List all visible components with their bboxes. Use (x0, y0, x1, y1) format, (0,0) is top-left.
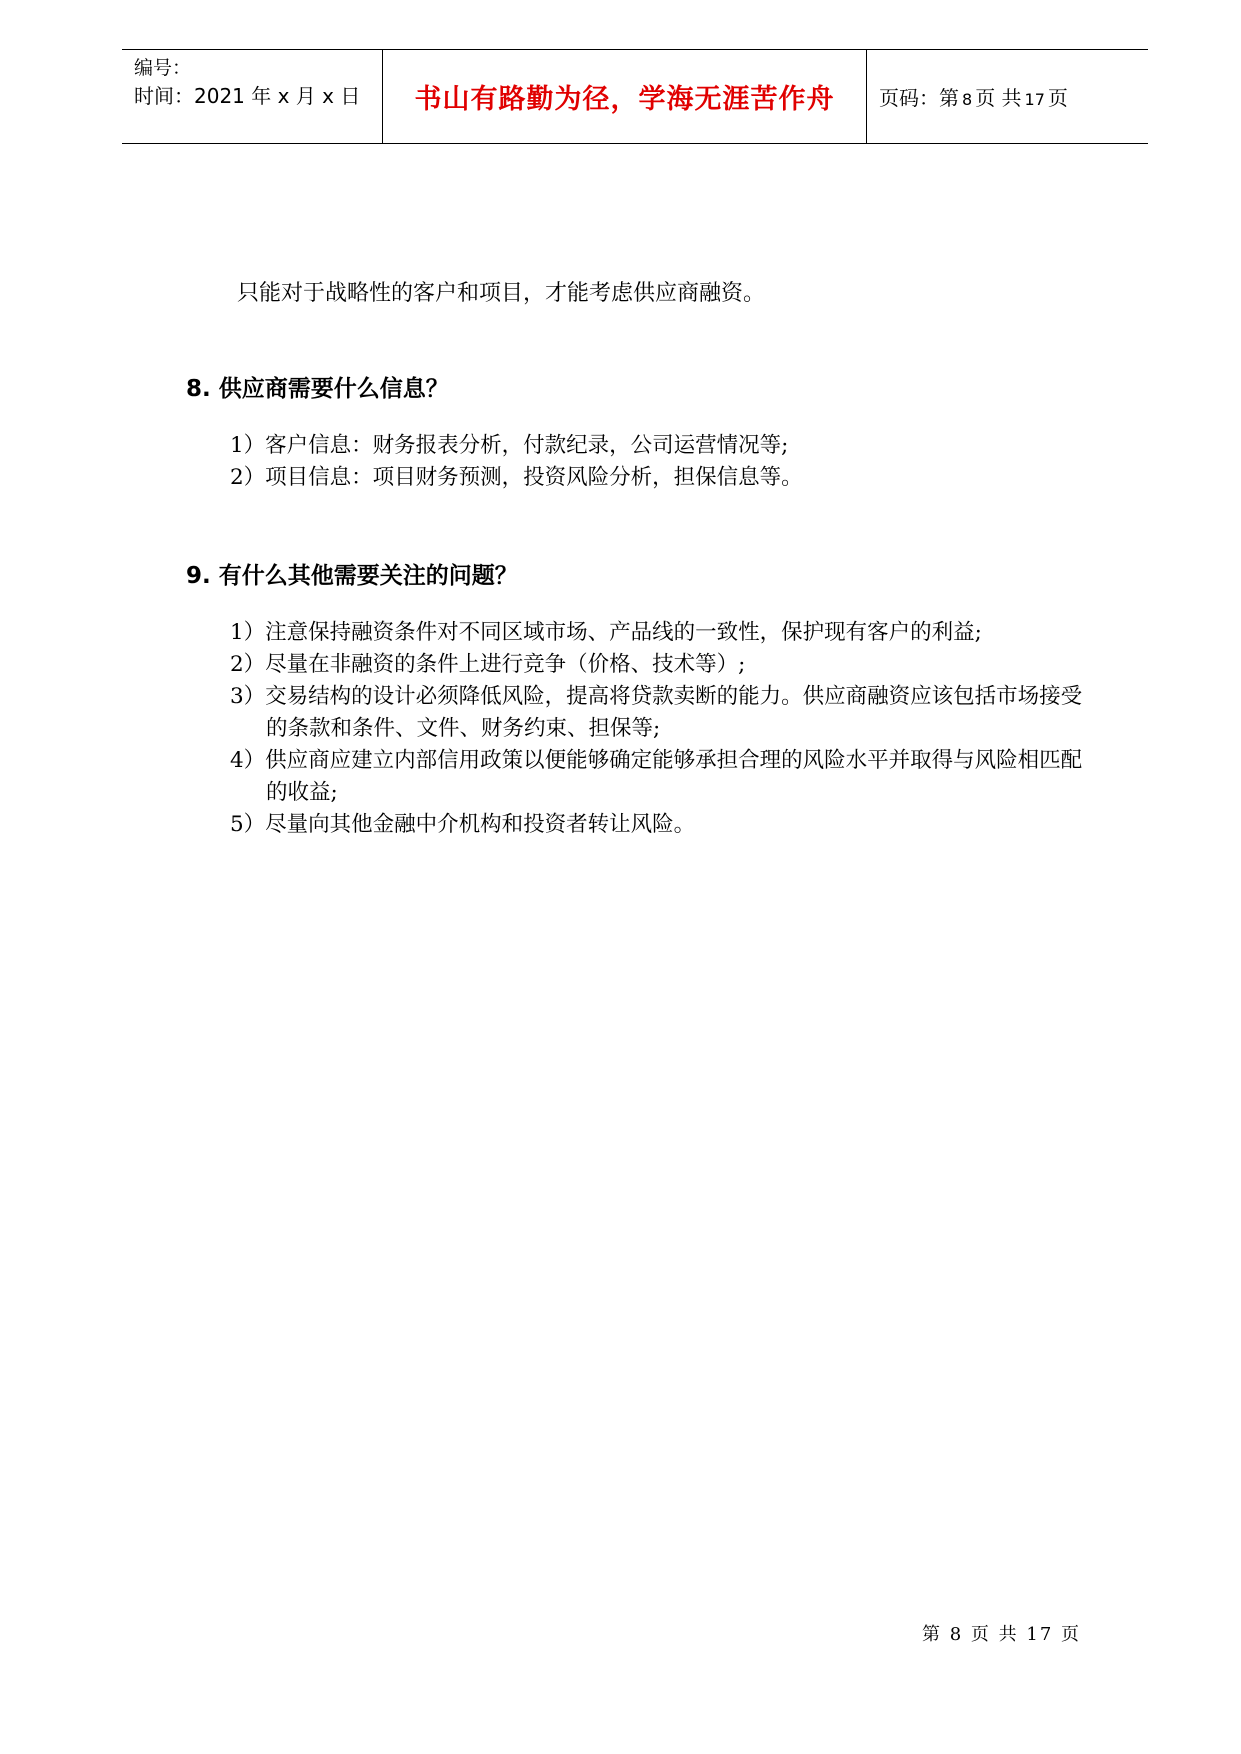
page-prefix: 页码：第 (879, 86, 959, 110)
list-item: 5）尽量向其他金融中介机构和投资者转让风险。 (230, 812, 696, 837)
page-footer: 第 8 页 共 17 页 (922, 1624, 1081, 1645)
page-mid: 页 共 (975, 86, 1022, 110)
intro-paragraph: 只能对于战略性的客户和项目，才能考虑供应商融资。 (237, 281, 766, 306)
list-item: 4）供应商应建立内部信用政策以便能够确定能够承担合理的风险水平并取得与风险相匹配的收益; (230, 748, 1083, 805)
list-item: 1）注意保持融资条件对不同区域市场、产品线的一致性，保护现有客户的利益; (230, 620, 982, 645)
motto-text: 书山有路勤为径，学海无涯苦作舟 (414, 84, 835, 115)
section-8-list (230, 430, 1090, 494)
header-page-cell (867, 50, 1148, 143)
page-suffix: 页 (1047, 86, 1068, 110)
section-9-heading: 9. 有什么其他需要关注的问题？ (186, 563, 518, 589)
header-motto-cell (383, 50, 867, 143)
section-9-list (230, 617, 1090, 841)
document-time-label: 时间：2021 年 x 月 x 日 (134, 84, 361, 108)
list-item: 2）项目信息：项目财务预测，投资风险分析，担保信息等。 (230, 465, 803, 490)
page-header (122, 49, 1148, 144)
page-total: 17 (1024, 90, 1045, 109)
list-item: 1）客户信息：财务报表分析，付款纪录，公司运营情况等; (230, 433, 789, 458)
header-meta-cell (122, 50, 383, 143)
section-8-heading: 8. 供应商需要什么信息？ (186, 376, 449, 402)
page-current: 8 (962, 90, 973, 109)
page-code (879, 82, 1068, 111)
list-item: 2）尽量在非融资的条件上进行竞争（价格、技术等）; (230, 652, 746, 677)
list-item: 3）交易结构的设计必须降低风险，提高将贷款卖断的能力。供应商融资应该包括市场接受的条款和条件、文件、财务约束、担保等; (230, 684, 1083, 741)
document-number-label: 编号： (134, 57, 192, 79)
